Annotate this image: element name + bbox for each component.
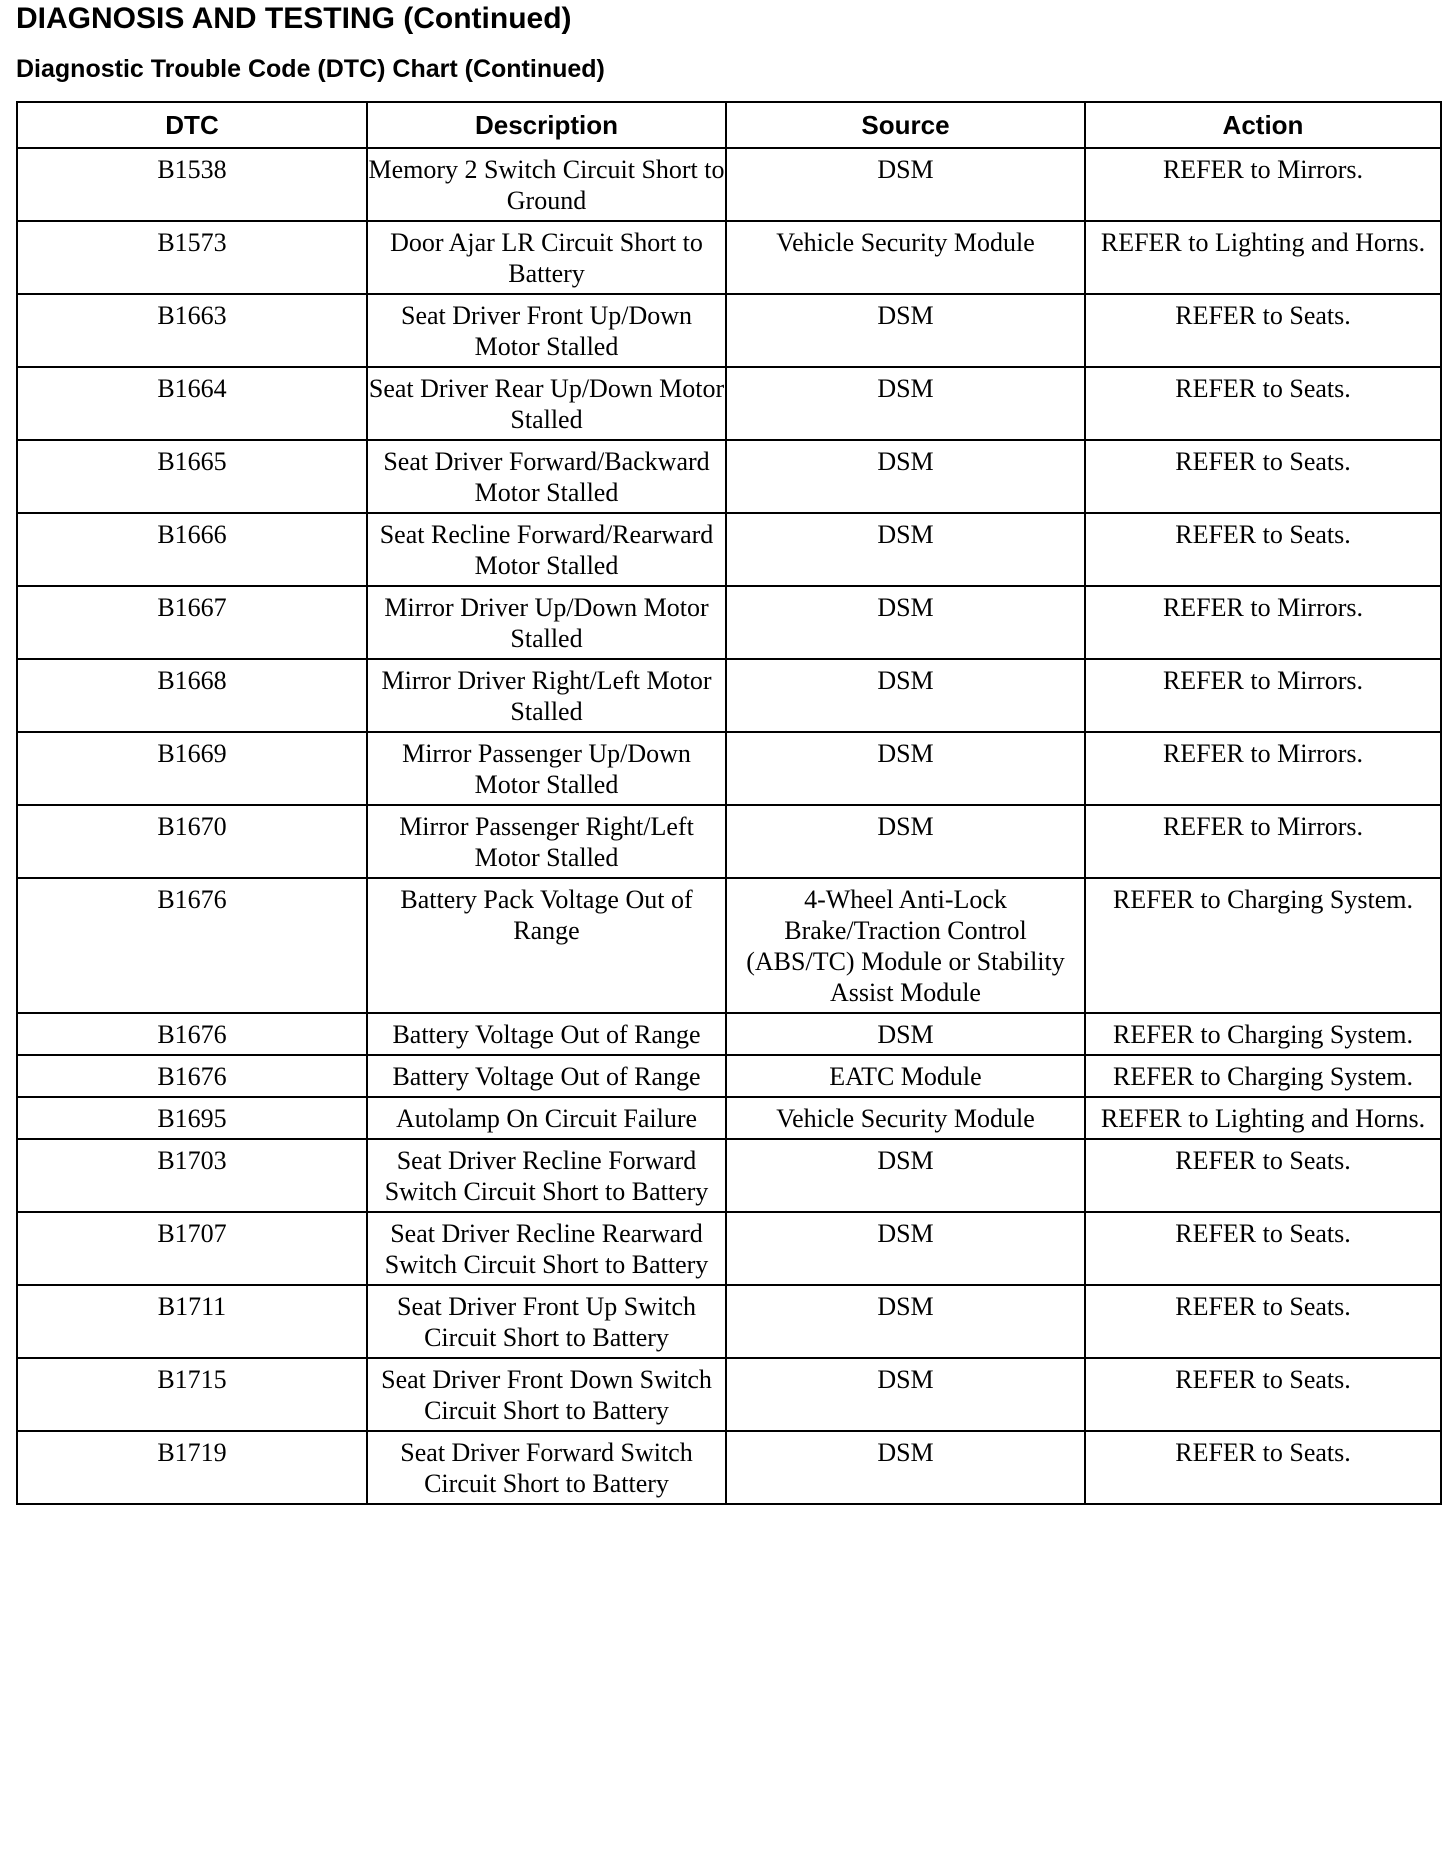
cell-source [726, 1431, 1085, 1504]
cell-dtc-text: B1669 [157, 739, 227, 768]
cell-dtc [17, 805, 367, 878]
table-row [17, 1431, 1441, 1504]
cell-description [367, 294, 726, 367]
header-action: Action [1085, 102, 1441, 148]
table-row [17, 1055, 1441, 1097]
cell-dtc-text: B1676 [157, 885, 227, 914]
cell-source [726, 1285, 1085, 1358]
cell-action [1085, 1013, 1441, 1055]
cell-action-text: REFER to Seats. [1175, 447, 1351, 476]
cell-dtc-text: B1719 [157, 1438, 227, 1467]
cell-source [726, 1055, 1085, 1097]
cell-action [1085, 1358, 1441, 1431]
cell-dtc [17, 1139, 367, 1212]
cell-description-text: Mirror Driver Right/Left Motor Stalled [381, 666, 712, 726]
cell-source [726, 1358, 1085, 1431]
cell-description-text: Memory 2 Switch Circuit Short to Ground [368, 155, 725, 215]
cell-action [1085, 294, 1441, 367]
cell-description-text: Battery Voltage Out of Range [392, 1020, 701, 1049]
cell-action-text: REFER to Seats. [1175, 1292, 1351, 1321]
cell-description [367, 586, 726, 659]
cell-action [1085, 1431, 1441, 1504]
table-row [17, 805, 1441, 878]
cell-source-text: DSM [877, 155, 934, 184]
cell-description-text: Battery Pack Voltage Out of Range [400, 885, 693, 945]
cell-action-text: REFER to Seats. [1175, 1365, 1351, 1394]
cell-action-text: REFER to Mirrors. [1162, 739, 1364, 768]
cell-action [1085, 1139, 1441, 1212]
cell-source-text: DSM [877, 301, 934, 330]
cell-action [1085, 148, 1441, 221]
cell-description [367, 1358, 726, 1431]
cell-action [1085, 1097, 1441, 1139]
cell-dtc-text: B1668 [157, 666, 227, 695]
cell-description-text: Seat Driver Recline Rearward Switch Circuit Short to Battery [384, 1219, 709, 1279]
cell-dtc [17, 221, 367, 294]
cell-action [1085, 878, 1441, 1013]
cell-dtc-text: B1538 [157, 155, 227, 184]
cell-action-text: REFER to Mirrors. [1162, 155, 1364, 184]
cell-description-text: Mirror Driver Up/Down Motor Stalled [384, 593, 709, 653]
cell-description-text: Mirror Passenger Right/Left Motor Stalled [399, 812, 694, 872]
cell-dtc-text: B1670 [157, 812, 227, 841]
cell-action-text: REFER to Lighting and Horns. [1100, 228, 1426, 257]
table-row [17, 586, 1441, 659]
table-header [17, 102, 1441, 148]
table-body [17, 148, 1441, 1504]
cell-source-text: DSM [877, 1020, 934, 1049]
cell-action-text: REFER to Charging System. [1113, 885, 1413, 914]
cell-source [726, 732, 1085, 805]
cell-source [726, 586, 1085, 659]
cell-action [1085, 732, 1441, 805]
cell-dtc-text: B1664 [157, 374, 227, 403]
cell-action-text: REFER to Charging System. [1113, 1020, 1413, 1049]
cell-action [1085, 1212, 1441, 1285]
table-row [17, 1212, 1441, 1285]
cell-description-text: Seat Driver Forward Switch Circuit Short to Battery [400, 1438, 693, 1498]
cell-description-text: Seat Driver Front Up/Down Motor Stalled [400, 301, 692, 361]
cell-dtc [17, 440, 367, 513]
cell-action [1085, 513, 1441, 586]
dtc-chart-table [16, 101, 1442, 1505]
cell-source [726, 1097, 1085, 1139]
cell-description [367, 1139, 726, 1212]
cell-dtc-text: B1573 [157, 228, 227, 257]
cell-action [1085, 586, 1441, 659]
table-row [17, 1285, 1441, 1358]
cell-source-text: Vehicle Security Module [776, 228, 1035, 257]
cell-description [367, 1212, 726, 1285]
cell-source [726, 659, 1085, 732]
cell-dtc [17, 1097, 367, 1139]
cell-action-text: REFER to Charging System. [1113, 1062, 1413, 1091]
cell-dtc-text: B1695 [157, 1104, 227, 1133]
cell-source-text: DSM [877, 1292, 934, 1321]
cell-dtc [17, 586, 367, 659]
table-row [17, 294, 1441, 367]
cell-action-text: REFER to Seats. [1175, 301, 1351, 330]
cell-description [367, 878, 726, 1013]
cell-source-text: DSM [877, 1219, 934, 1248]
cell-description [367, 1055, 726, 1097]
cell-description-text: Seat Driver Recline Forward Switch Circuit Short to Battery [384, 1146, 709, 1206]
cell-description [367, 659, 726, 732]
cell-source [726, 1013, 1085, 1055]
cell-description [367, 148, 726, 221]
cell-dtc [17, 1285, 367, 1358]
table-row [17, 221, 1441, 294]
cell-dtc [17, 659, 367, 732]
cell-action-text: REFER to Seats. [1175, 1146, 1351, 1175]
cell-source-text: DSM [877, 1365, 934, 1394]
cell-source-text: DSM [877, 520, 934, 549]
cell-dtc-text: B1711 [157, 1292, 227, 1321]
cell-source [726, 878, 1085, 1013]
cell-dtc-text: B1715 [157, 1365, 227, 1394]
cell-source-text: DSM [877, 374, 934, 403]
cell-dtc-text: B1676 [157, 1062, 227, 1091]
cell-source-text: EATC Module [829, 1062, 982, 1091]
cell-action [1085, 1055, 1441, 1097]
cell-dtc [17, 148, 367, 221]
table-row [17, 1358, 1441, 1431]
cell-dtc-text: B1703 [157, 1146, 227, 1175]
cell-dtc [17, 1358, 367, 1431]
cell-action [1085, 367, 1441, 440]
cell-source-text: DSM [877, 1438, 934, 1467]
cell-action-text: REFER to Seats. [1175, 1438, 1351, 1467]
cell-source-text: DSM [877, 666, 934, 695]
cell-description [367, 1285, 726, 1358]
cell-source [726, 513, 1085, 586]
page-title: DIAGNOSIS AND TESTING (Continued) [16, 2, 572, 35]
cell-dtc [17, 878, 367, 1013]
cell-description [367, 440, 726, 513]
cell-source-text: DSM [877, 447, 934, 476]
cell-source [726, 148, 1085, 221]
cell-dtc [17, 367, 367, 440]
cell-source [726, 1212, 1085, 1285]
cell-source-text: DSM [877, 1146, 934, 1175]
table-row [17, 440, 1441, 513]
cell-source-text: 4-Wheel Anti-Lock Brake/Traction Control (ABS/TC) Module or Stability Assist Module [746, 885, 1065, 1007]
cell-source [726, 221, 1085, 294]
cell-action-text: REFER to Mirrors. [1162, 593, 1364, 622]
cell-description [367, 1431, 726, 1504]
cell-description [367, 221, 726, 294]
cell-description-text: Seat Recline Forward/Rearward Motor Stalled [379, 520, 714, 580]
cell-source [726, 805, 1085, 878]
cell-description-text: Mirror Passenger Up/Down Motor Stalled [402, 739, 691, 799]
cell-description [367, 732, 726, 805]
cell-action [1085, 221, 1441, 294]
cell-action-text: REFER to Mirrors. [1162, 666, 1364, 695]
cell-description [367, 805, 726, 878]
cell-action [1085, 805, 1441, 878]
cell-dtc-text: B1676 [157, 1020, 227, 1049]
cell-action-text: REFER to Seats. [1175, 374, 1351, 403]
cell-dtc-text: B1667 [157, 593, 227, 622]
cell-action-text: REFER to Seats. [1175, 1219, 1351, 1248]
cell-description-text: Seat Driver Front Up Switch Circuit Short to Battery [397, 1292, 696, 1352]
cell-dtc-text: B1665 [157, 447, 227, 476]
table-row [17, 878, 1441, 1013]
table-row [17, 148, 1441, 221]
cell-description [367, 1013, 726, 1055]
cell-description [367, 513, 726, 586]
cell-description-text: Seat Driver Forward/Backward Motor Stalled [383, 447, 710, 507]
table-row [17, 659, 1441, 732]
cell-action-text: REFER to Mirrors. [1162, 812, 1364, 841]
cell-dtc [17, 732, 367, 805]
cell-source-text: DSM [877, 739, 934, 768]
table-row [17, 1097, 1441, 1139]
cell-source-text: DSM [877, 593, 934, 622]
cell-dtc [17, 513, 367, 586]
cell-source [726, 294, 1085, 367]
cell-dtc-text: B1663 [157, 301, 227, 330]
cell-source [726, 1139, 1085, 1212]
cell-description-text: Seat Driver Front Down Switch Circuit Short to Battery [381, 1365, 712, 1425]
header-row [17, 102, 1441, 148]
cell-source-text: Vehicle Security Module [776, 1104, 1035, 1133]
cell-description-text: Battery Voltage Out of Range [392, 1062, 701, 1091]
cell-description-text: Door Ajar LR Circuit Short to Battery [390, 228, 703, 288]
header-description: Description [367, 102, 726, 148]
cell-action [1085, 1285, 1441, 1358]
cell-dtc [17, 1212, 367, 1285]
table-row [17, 367, 1441, 440]
header-source: Source [726, 102, 1085, 148]
cell-dtc [17, 1013, 367, 1055]
table-row [17, 732, 1441, 805]
cell-description-text: Seat Driver Rear Up/Down Motor Stalled [368, 374, 725, 434]
table-row [17, 1139, 1441, 1212]
section-title: Diagnostic Trouble Code (DTC) Chart (Continued) [16, 55, 605, 83]
cell-description [367, 1097, 726, 1139]
table-row [17, 1013, 1441, 1055]
cell-action [1085, 440, 1441, 513]
cell-dtc-text: B1707 [157, 1219, 227, 1248]
cell-dtc [17, 1055, 367, 1097]
header-dtc: DTC [17, 102, 367, 148]
cell-dtc [17, 294, 367, 367]
cell-dtc [17, 1431, 367, 1504]
cell-action-text: REFER to Lighting and Horns. [1100, 1104, 1426, 1133]
cell-dtc-text: B1666 [157, 520, 227, 549]
cell-description [367, 367, 726, 440]
cell-source [726, 440, 1085, 513]
cell-source-text: DSM [877, 812, 934, 841]
table-row [17, 513, 1441, 586]
cell-action [1085, 659, 1441, 732]
cell-description-text: Autolamp On Circuit Failure [395, 1104, 698, 1133]
cell-source [726, 367, 1085, 440]
cell-action-text: REFER to Seats. [1175, 520, 1351, 549]
